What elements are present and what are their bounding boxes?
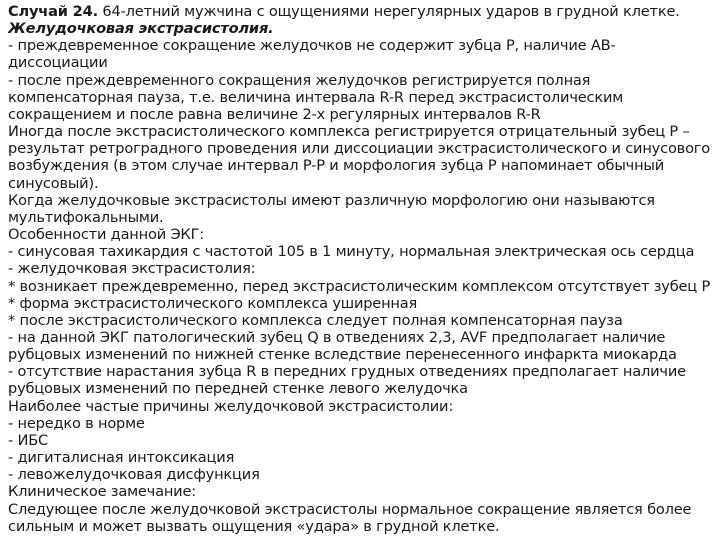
text-line: компенсаторная пауза, т.е. величина интервала R-R перед экстрасистолическим (8, 88, 624, 106)
text-line: синусовый). (8, 174, 99, 192)
text-line: - желудочковая экстрасистолия: (8, 260, 256, 278)
case-number: Случай 24. (8, 3, 98, 20)
text-line: - синусовая тахикардия с частотой 105 в 1 минуту, нормальная электрическая ось сердца (8, 243, 695, 261)
text-line: Когда желудочковые экстрасистолы имеют различную морфологию они называются (8, 191, 655, 209)
text-line: рубцовых изменений по нижней стенке вследствие перенесенного инфаркта миокарда (8, 346, 677, 364)
text-line: сильным и может вызвать ощущения «удара» в грудной клетке. (8, 517, 500, 535)
case-description: 64-летний мужчина с ощущениями нерегулярных ударов в грудной клетке. (97, 3, 680, 20)
text-line: - отсутствие нарастания зубца R в передних грудных отведениях предполагает наличие (8, 363, 686, 381)
text-line: Иногда после экстрасистолического комплекса регистрируется отрицательный зубец P – (8, 123, 690, 141)
text-line: * возникает преждевременно, перед экстрасистолическим комплексом отсутствует зубец P (8, 277, 711, 295)
text-line: результат ретроградного проведения или диссоциации экстрасистолического и синусового (8, 140, 710, 158)
text-line: диссоциации (8, 54, 108, 72)
section-heading: Желудочковая экстрасистолия. (8, 20, 274, 38)
text-line: Клиническое замечание: (8, 483, 196, 501)
case-title (8, 3, 716, 20)
document-body (8, 3, 716, 535)
text-line: Наиболее частые причины желудочковой экстрасистолии: (8, 397, 454, 415)
text-line: - дигиталисная интоксикация (8, 449, 235, 467)
text-line: мультифокальными. (8, 208, 164, 226)
text-line: рубцовых изменений по передней стенке левого желудочка (8, 380, 468, 398)
text-lines (8, 37, 716, 535)
text-line: Особенности данной ЭКГ: (8, 226, 205, 244)
text-line: * после экстрасистолического комплекса следует полная компенсаторная пауза (8, 311, 623, 329)
text-line: - после преждевременного сокращения желудочков регистрируется полная (8, 71, 591, 89)
text-line: - левожелудочковая дисфункция (8, 466, 260, 484)
text-line: - на данной ЭКГ патологический зубец Q в отведениях 2,3, AVF предполагает наличие (8, 328, 666, 346)
text-line: сокращением и после равна величине 2-х регулярных интервалов R-R (8, 105, 541, 123)
text-line: - нередко в норме (8, 414, 145, 432)
text-line: Следующее после желудочковой экстрасистолы нормальное сокращение является более (8, 500, 692, 518)
text-line: - преждевременное сокращение желудочков не содержит зубца P, наличие АВ- (8, 37, 616, 55)
text-line: возбуждения (в этом случае интервал P-P и морфология зубца P напоминает обычный (8, 157, 665, 175)
text-line: - ИБС (8, 431, 49, 449)
text-line: * форма экстрасистолического комплекса уширенная (8, 294, 418, 312)
